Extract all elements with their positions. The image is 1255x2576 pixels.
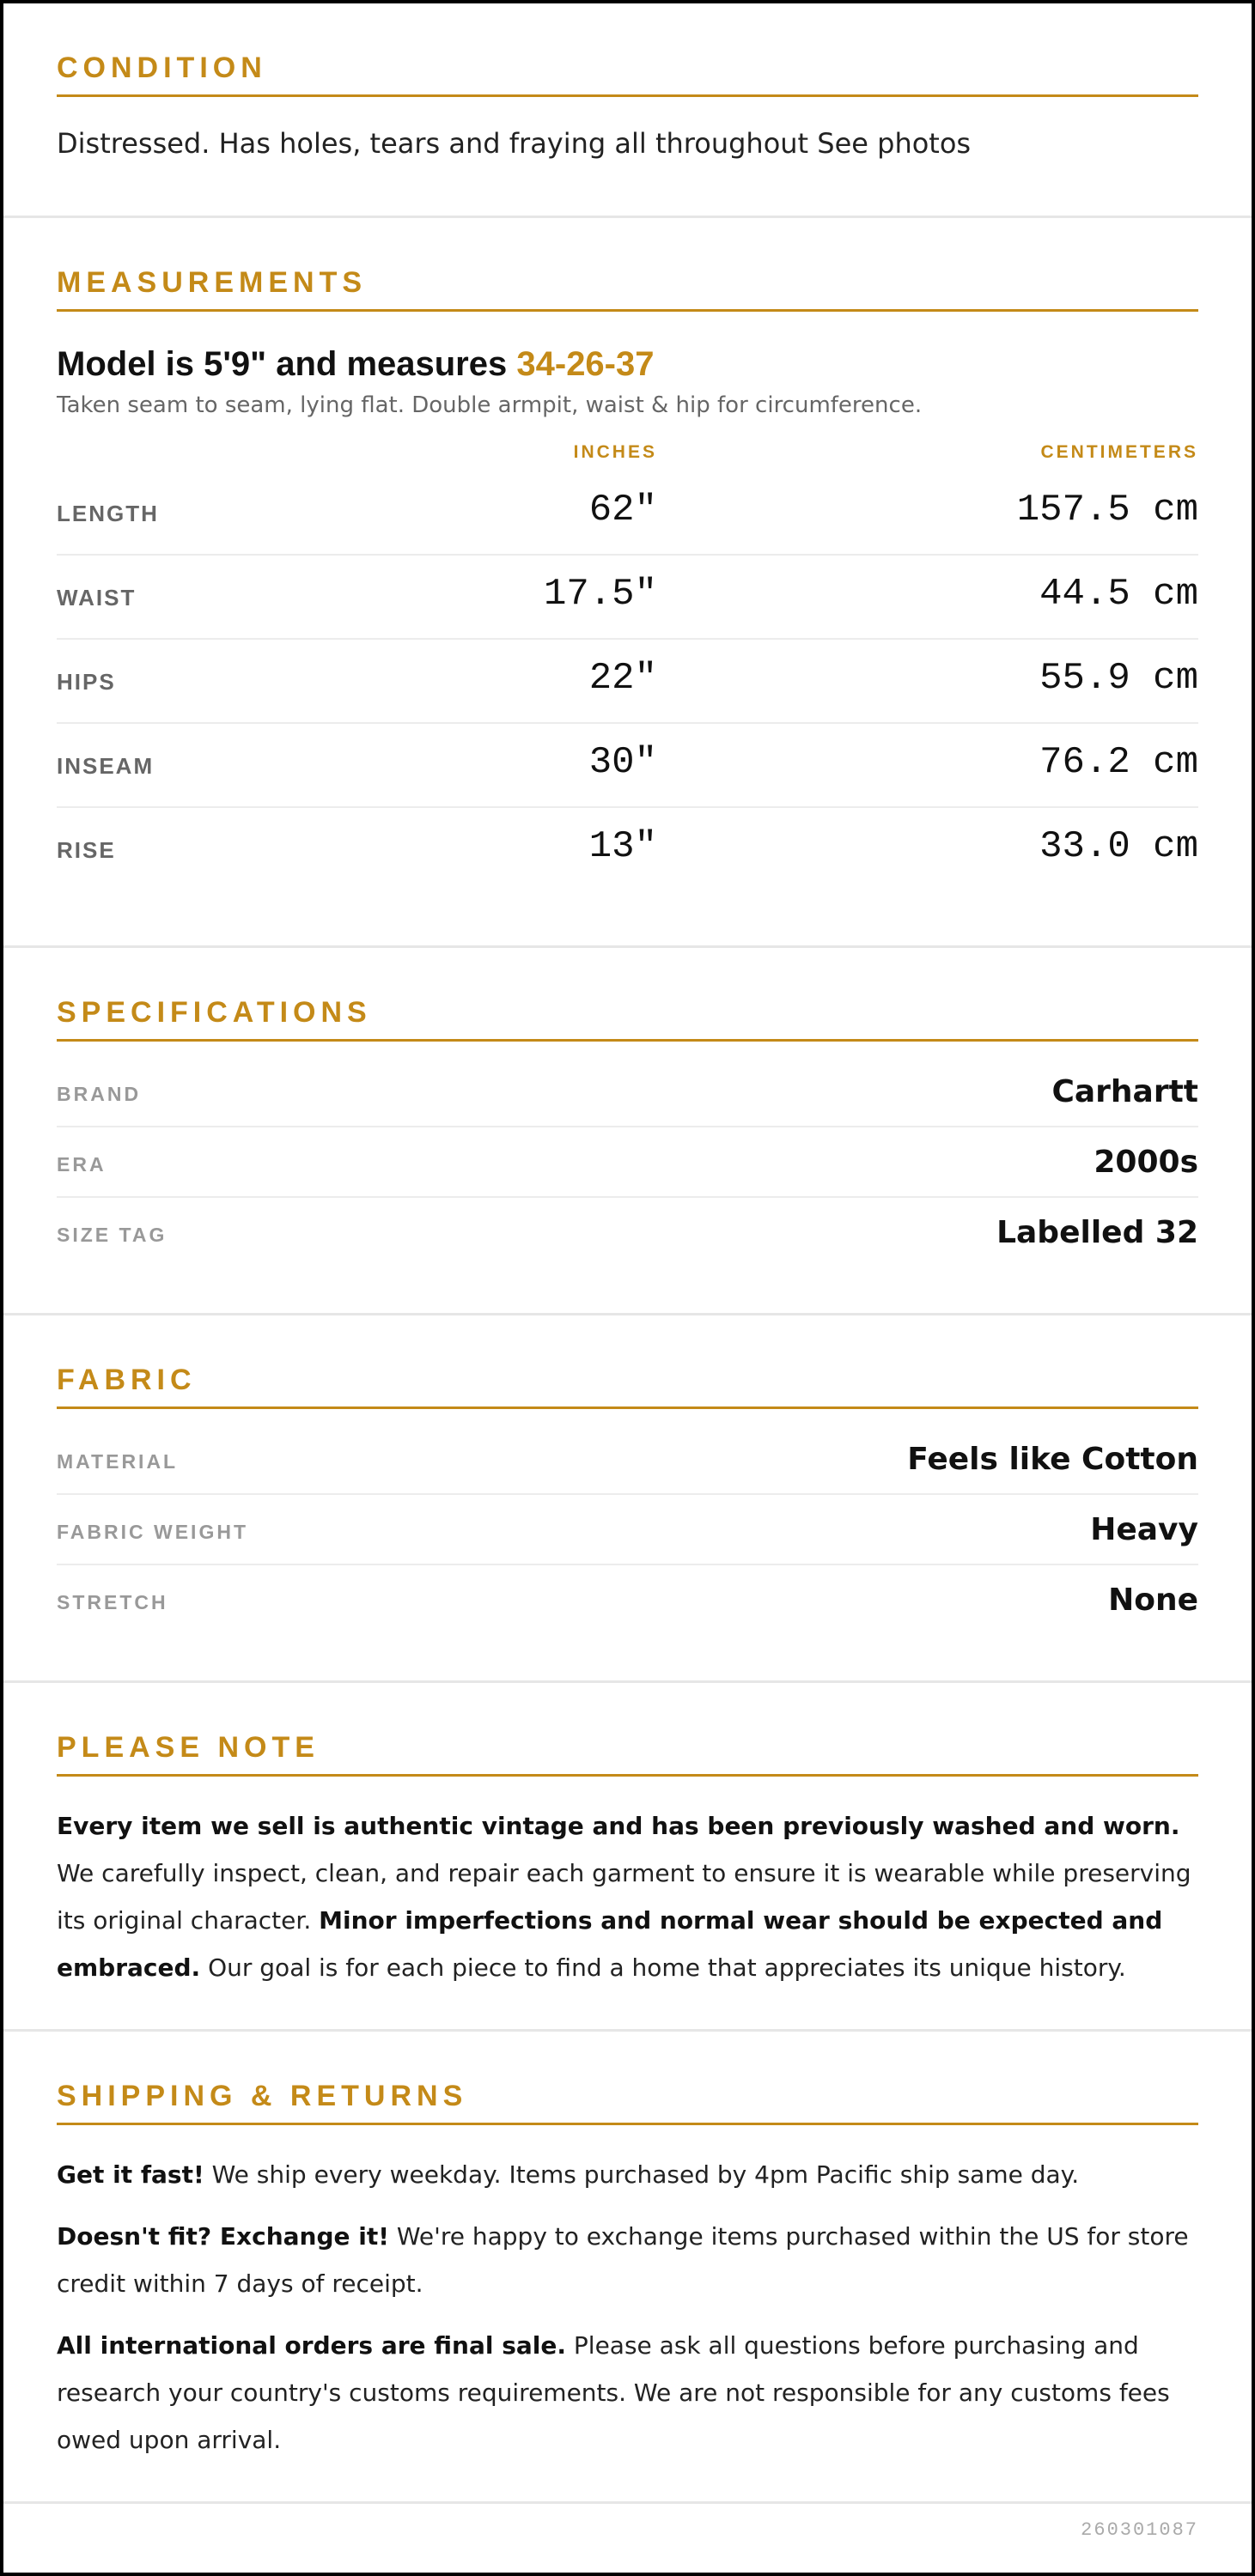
measurement-label: HIPS [57,669,116,695]
shipping-bold: Doesn't fit? Exchange it! [57,2222,389,2251]
shipping-section [3,2032,1252,2504]
measurement-inches: 22" [588,657,657,700]
note-text-1: We carefully inspect, clean, and repair each garment to ensure it is wearable while preserving its original character. [57,1859,1191,1935]
centimeters-column-header: CENTIMETERS [1040,442,1198,462]
measurements-section [3,218,1252,948]
measurement-row [57,724,1198,808]
title-rule [57,1774,1198,1777]
measurement-label: RISE [57,837,116,863]
measurements-table [57,471,1198,890]
spec-row-era [57,1127,1198,1198]
title-rule [57,1406,1198,1409]
note-text-2: Our goal is for each piece to find a home that appreciates its unique history. [200,1953,1126,1982]
please-note-section [3,1683,1252,2032]
measurement-row [57,808,1198,890]
shipping-body: We're happy to exchange items purchased within the US for store credit within 7 days of receipt. [57,2222,1189,2298]
measurement-inches: 30" [588,741,657,784]
measurement-inches: 17.5" [543,573,657,616]
footer [3,2502,1252,2554]
title-rule [57,94,1198,97]
spec-row-size-tag [57,1198,1198,1267]
please-note-text [57,1802,1198,1991]
measurement-label: INSEAM [57,753,155,779]
fabric-value: Feels like Cotton [907,1442,1198,1477]
spec-value: Carhartt [1051,1074,1198,1109]
please-note-title: PLEASE NOTE [57,1731,320,1764]
shipping-bold: All international orders are final sale. [57,2331,567,2360]
fabric-value: None [1108,1583,1198,1618]
fabric-label: MATERIAL [57,1450,179,1473]
measurement-inches: 13" [588,825,657,868]
fabric-label: STRETCH [57,1591,168,1613]
measurements-header [57,442,1198,471]
measurement-row [57,471,1198,556]
shipping-paragraph-fast [57,2151,1198,2198]
fabric-list [57,1425,1198,1634]
condition-text: Distressed. Has holes, tears and fraying all throughout See photos [57,127,972,160]
fabric-section [3,1315,1252,1683]
shipping-body: We ship every weekday. Items purchased by 4pm Pacific ship same day. [204,2160,1080,2189]
fabric-value: Heavy [1090,1512,1198,1547]
measurement-cm: 55.9 cm [1039,657,1198,700]
measurement-label: LENGTH [57,501,159,526]
measurement-cm: 33.0 cm [1039,825,1198,868]
model-prefix: Model is 5'9" and measures [57,345,508,383]
fabric-title: FABRIC [57,1364,197,1396]
shipping-text [57,2151,1198,2464]
spec-value: Labelled 32 [996,1215,1198,1250]
spec-label: ERA [57,1153,107,1176]
measurements-subtitle: Taken seam to seam, lying flat. Double armpit, waist & hip for circumference. [57,392,923,418]
measurement-row [57,556,1198,640]
title-rule [57,2123,1198,2125]
measurement-row [57,640,1198,724]
spec-row-brand [57,1057,1198,1127]
note-bold-1: Every item we sell is authentic vintage and has been previously washed and worn. [57,1812,1180,1840]
spec-label: BRAND [57,1083,142,1105]
measurement-cm: 157.5 cm [1016,489,1198,532]
measurement-inches: 62" [588,489,657,532]
shipping-body: Please ask all questions before purchasing and research your country's customs requirements. We are not responsible for any customs fees owed upon arrival. [57,2331,1170,2454]
measurement-label: WAIST [57,585,137,611]
model-measures-value: 34-26-37 [516,345,655,383]
shipping-title: SHIPPING & RETURNS [57,2080,468,2112]
order-id: 260301087 [1081,2519,1198,2541]
shipping-paragraph-international [57,2322,1198,2464]
shipping-bold: Get it fast! [57,2160,204,2189]
fabric-row-material [57,1425,1198,1495]
note-bold-2: Minor imperfections and normal wear should be expected and embraced. [57,1906,1163,1982]
condition-title: CONDITION [57,52,267,84]
measurement-cm: 44.5 cm [1039,573,1198,616]
shipping-paragraph-exchange [57,2213,1198,2307]
inches-column-header: INCHES [573,442,657,462]
specifications-title: SPECIFICATIONS [57,996,372,1029]
model-measures [57,344,1198,384]
fabric-row-weight [57,1495,1198,1565]
measurements-title: MEASUREMENTS [57,266,368,299]
spec-value: 2000s [1094,1145,1198,1180]
specifications-section [3,948,1252,1315]
condition-section [3,3,1252,218]
title-rule [57,309,1198,312]
fabric-row-stretch [57,1565,1198,1634]
measurement-cm: 76.2 cm [1039,741,1198,784]
title-rule [57,1039,1198,1042]
fabric-label: FABRIC WEIGHT [57,1521,248,1543]
spec-label: SIZE TAG [57,1224,168,1246]
specifications-list [57,1057,1198,1267]
